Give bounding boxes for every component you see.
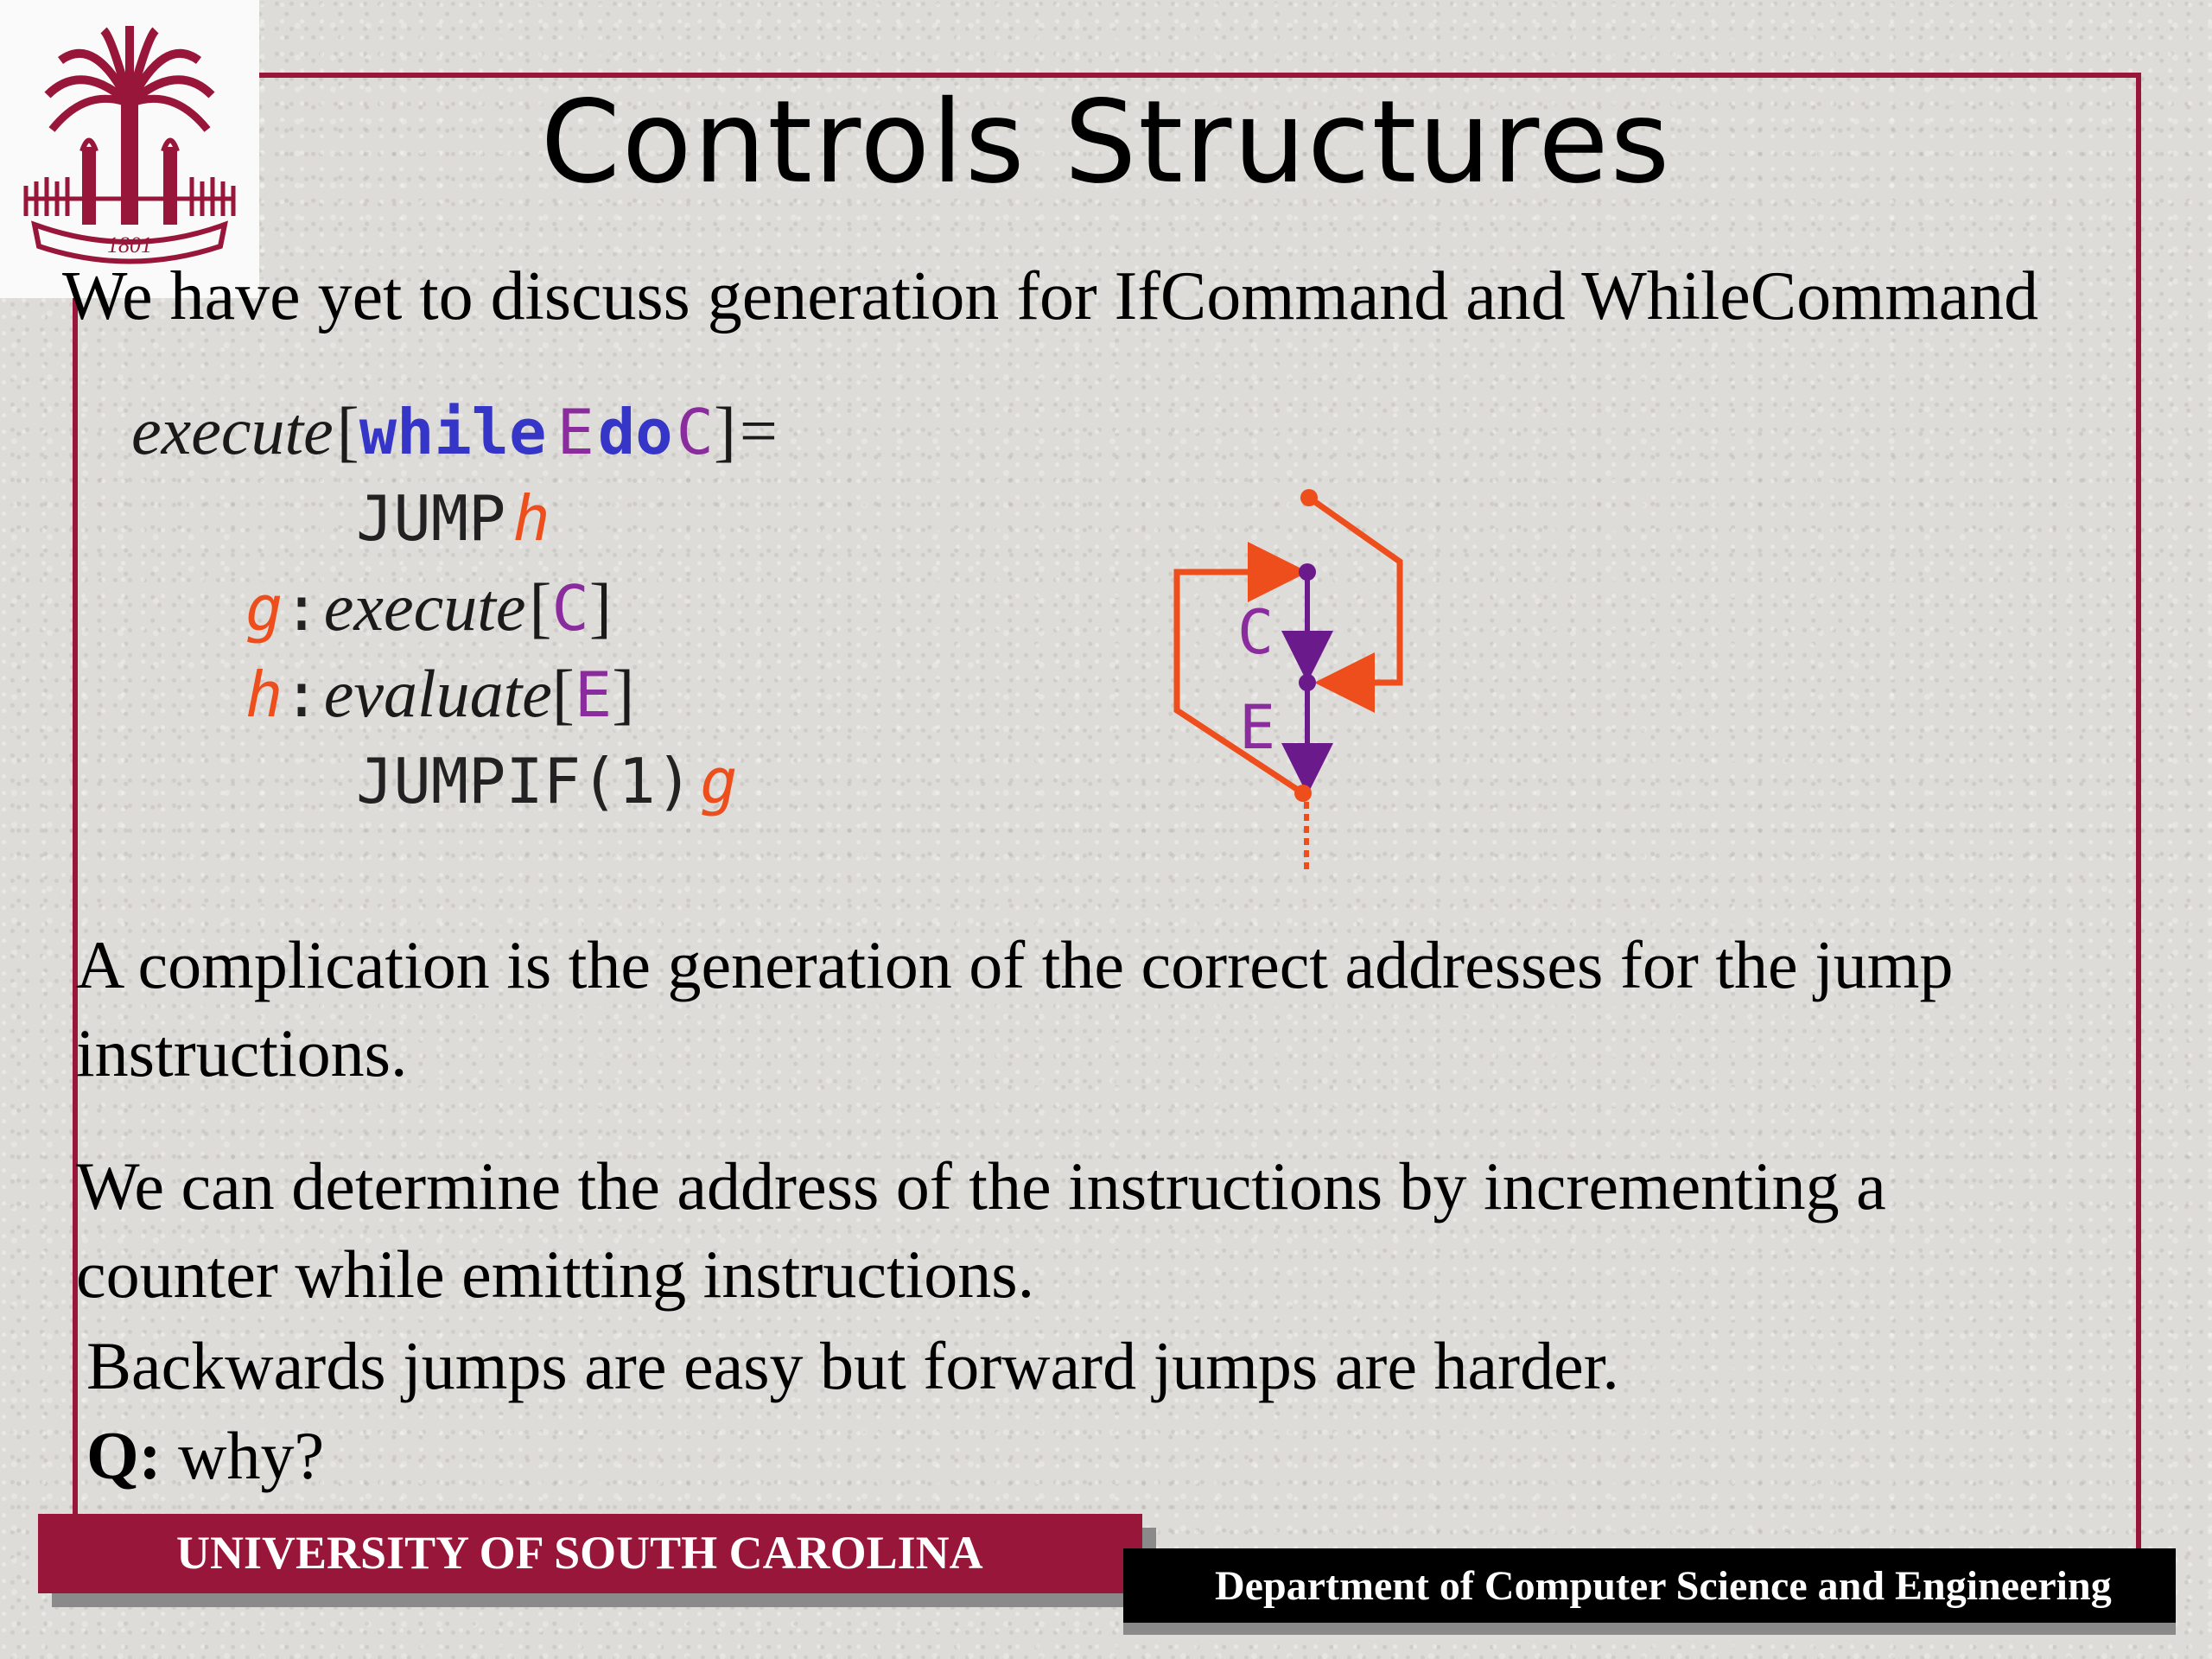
diagram-label-e: E: [1239, 692, 1276, 763]
paragraph-jumps: Backwards jumps are easy but forward jumps are harder.: [86, 1328, 1619, 1403]
code-lbracket: [: [336, 393, 359, 468]
code-fn-execute: execute: [323, 569, 526, 645]
paragraph-line: instructions.: [76, 1015, 408, 1090]
code-colon: :: [283, 658, 321, 731]
entry-node: [1300, 489, 1318, 506]
paragraph-addresses: [76, 1142, 1886, 1319]
node-h: [1299, 674, 1316, 691]
code-label-g: g: [245, 572, 283, 645]
university-banner: [38, 1514, 1142, 1593]
code-lbracket: [: [551, 656, 575, 731]
code-equals: =: [739, 393, 778, 468]
question-label: Q:: [86, 1418, 162, 1493]
paragraph-line: We can determine the address of the instructions by incrementing a: [76, 1148, 1886, 1224]
paragraph-line: counter while emitting instructions.: [76, 1236, 1035, 1312]
question-text: why?: [161, 1418, 325, 1493]
department-banner: [1123, 1548, 2176, 1623]
code-var-c: C: [551, 572, 589, 645]
code-keyword-do: do: [597, 396, 673, 468]
university-name: UNIVERSITY OF SOUTH CAROLINA: [176, 1527, 983, 1579]
code-label-h: h: [512, 482, 550, 555]
logo-year: 1801: [107, 232, 152, 257]
question-line: [86, 1412, 324, 1500]
department-name: Department of Computer Science and Engineering: [1215, 1563, 2112, 1609]
diagram-label-c: C: [1237, 597, 1274, 668]
jump-h-arrow: [1309, 498, 1400, 683]
code-var-e: E: [574, 658, 613, 731]
paragraph-line: A complication is the generation of the correct addresses for the jump: [76, 927, 1954, 1002]
code-var-c: C: [676, 396, 714, 468]
code-rbracket: ]: [588, 569, 612, 645]
code-label-g: g: [700, 745, 738, 817]
code-rbracket: ]: [713, 393, 736, 468]
code-rbracket: ]: [612, 656, 635, 731]
node-g: [1299, 563, 1316, 581]
code-label-h: h: [245, 658, 283, 731]
code-fn-execute: execute: [131, 393, 334, 468]
code-instr-jumpif: JUMPIF(1): [356, 745, 694, 817]
code-fn-evaluate: evaluate: [323, 656, 552, 731]
exit-node: [1294, 785, 1312, 802]
code-var-e: E: [556, 396, 594, 468]
code-colon: :: [283, 572, 321, 645]
code-lbracket: [: [529, 569, 552, 645]
slide-title: Controls Structures: [540, 76, 1672, 209]
code-instr-jump: JUMP: [356, 482, 506, 555]
code-keyword-while: while: [359, 396, 547, 468]
intro-text: We have yet to discuss generation for IfCommand and WhileCommand: [62, 258, 2039, 334]
paragraph-complication: [76, 921, 1953, 1097]
